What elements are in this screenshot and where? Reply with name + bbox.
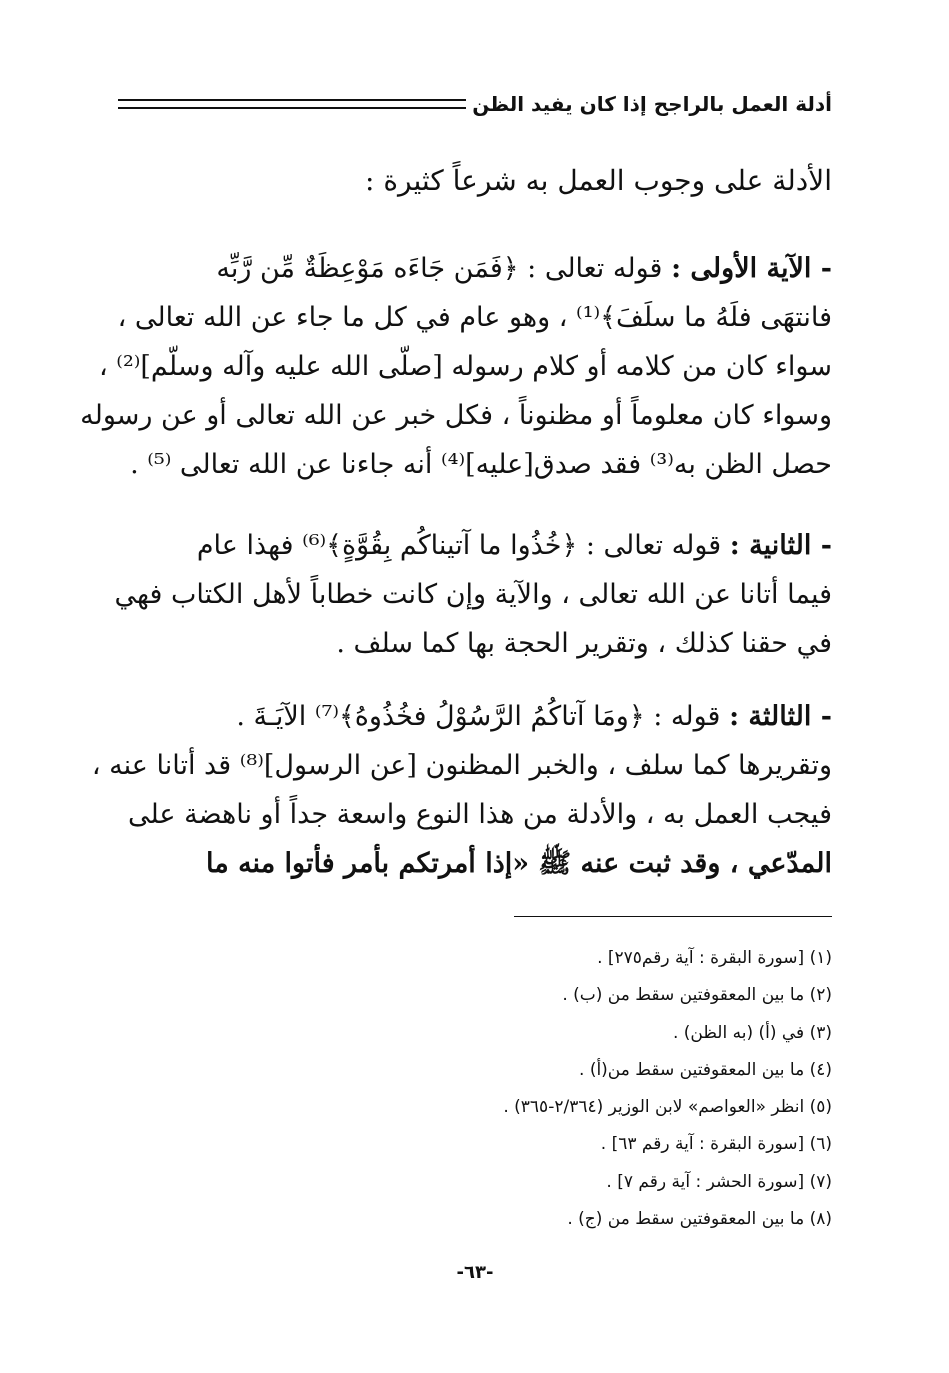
running-header xyxy=(118,92,832,116)
paragraph-line-text: قوله : ﴿ومَا آتاكُمُ الرَّسُوْلُ فخُذُوهُ﴾⁽⁷⁾ الآيَـةَ . xyxy=(236,701,721,732)
paragraph-heading: - الآية الأولى : xyxy=(671,253,832,284)
paragraph-third-verse xyxy=(91,692,832,888)
paragraph-line xyxy=(118,692,832,741)
page-number: -٦٣- xyxy=(456,1262,494,1283)
paragraph-line-text: قوله تعالى : ﴿خُذُوا ما آتيناكُم بِقُوَّةٍ﴾⁽⁶⁾ فهذا عام xyxy=(196,530,722,561)
footnotes xyxy=(300,940,832,1238)
footnote-item: (١) [سورة البقرة : آية رقم٢٧٥] . xyxy=(597,948,832,968)
footnote-item: (٨) ما بين المعقوفتين سقط من (ج) . xyxy=(567,1209,832,1230)
footnote-item: (٣) في (أ) (به الظن) . xyxy=(672,1022,832,1043)
paragraph-heading: - الثانية : xyxy=(729,530,832,561)
paragraph-line: فيما أتانا عن الله تعالى ، والآية وإن كانت خطاباً لأهل الكتاب فهي xyxy=(114,579,832,610)
paragraph-line: فانتهَى فلَهُ ما سلَفَ﴾⁽¹⁾ ، وهو عام في كل ما جاء عن الله تعالى ، xyxy=(117,302,832,333)
paragraph-line xyxy=(118,521,832,570)
footnote-item: (٦) [سورة البقرة : آية رقم ٦٣] . xyxy=(600,1134,832,1155)
footnote-item: (٤) ما بين المعقوفتين سقط من(أ) . xyxy=(579,1059,832,1080)
paragraph-line-text: قوله تعالى : ﴿فَمَن جَاءَه مَوْعِظَةٌ مِّن رَّبِّه xyxy=(216,253,663,284)
header-title: أدلة العمل بالراجح إذا كان يفيد الظن xyxy=(472,92,832,116)
paragraph-second-verse xyxy=(114,521,832,668)
paragraph-line: فيجب العمل به ، والأدلة من هذا النوع واسعة جداً أو ناهضة على xyxy=(127,799,832,830)
paragraph-line: المدّعي ، وقد ثبت عنه ﷺ «إذا أمرتكم بأمر فأتوا منه ما xyxy=(205,848,832,879)
paragraph-line: حصل الظن به⁽³⁾ فقد صدق[عليه]⁽⁴⁾ أنه جاءنا عن الله تعالى ⁽⁵⁾ . xyxy=(130,449,832,480)
header-double-rule xyxy=(118,99,466,109)
paragraph-line xyxy=(118,244,832,293)
paragraph-line: وتقريرها كما سلف ، والخبر المظنون [عن الرسول]⁽⁸⁾ قد أتانا عنه ، xyxy=(91,750,832,781)
paragraph-line: وسواء كان معلوماً أو مظنوناً ، فكل خبر عن الله تعالى أو عن رسوله xyxy=(80,400,832,431)
paragraph-line: في حقنا كذلك ، وتقرير الحجة بها كما سلف . xyxy=(336,628,832,659)
paragraph-heading: - الثالثة : xyxy=(729,701,832,732)
paragraph-line: سواء كان من كلامه أو كلام رسوله [صلّى الله عليه وآله وسلّم]⁽²⁾ ، xyxy=(99,351,832,382)
footnote-separator xyxy=(514,916,832,917)
paragraph-first-verse xyxy=(80,244,832,489)
footnote-item: (٢) ما بين المعقوفتين سقط من (ب) . xyxy=(562,985,832,1006)
intro-line: الأدلة على وجوب العمل به شرعاً كثيرة : xyxy=(365,164,832,197)
footnote-item: (٧) [سورة الحشر : آية رقم ٧] . xyxy=(606,1171,832,1192)
footnote-item: (٥) انظر «العواصم» لابن الوزير (٢/٣٦٤-٣٦٥) . xyxy=(503,1097,832,1118)
